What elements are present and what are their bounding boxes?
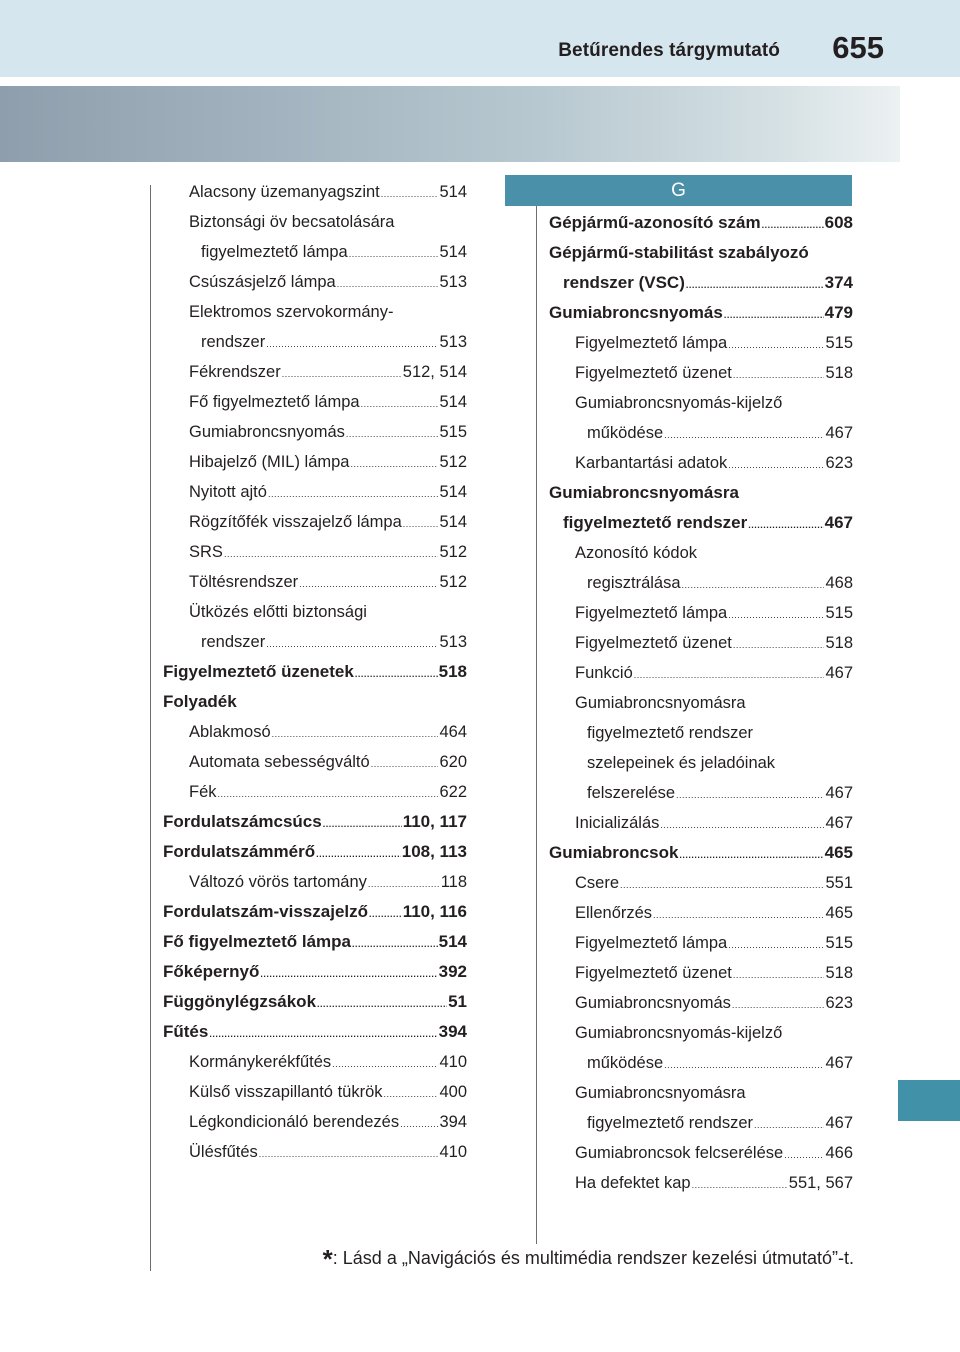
index-entry-term: Töltésrendszer: [189, 573, 299, 591]
index-entry-term: Figyelmeztető üzenet: [575, 634, 732, 652]
index-entry-page: 623: [825, 454, 853, 472]
index-entry-term: Figyelmeztető lámpa: [575, 334, 728, 352]
index-entry-page: 467: [824, 513, 853, 532]
index-entry: [549, 238, 853, 268]
index-entry: [549, 988, 853, 1018]
dot-leader: [732, 990, 825, 1020]
index-entry-term: Fő figyelmeztető lámpa: [163, 932, 351, 951]
index-entry-term: Gumiabroncsnyomás: [549, 303, 723, 322]
index-entry: [163, 207, 467, 237]
index-entry-page: 551, 567: [788, 1174, 853, 1192]
index-entry-page: 513: [439, 273, 467, 291]
index-column-left: [163, 177, 467, 1167]
dot-leader: [332, 1049, 438, 1079]
index-entry-page: 622: [439, 783, 467, 801]
index-entry-term: figyelmeztető lámpa: [201, 243, 348, 261]
index-entry-page: 467: [825, 664, 853, 682]
dot-leader: [754, 1110, 824, 1140]
index-entry: [163, 357, 467, 387]
index-entry: [549, 628, 853, 658]
index-entry-page: 466: [825, 1144, 853, 1162]
index-entry-page: 410: [439, 1053, 467, 1071]
index-entry-page: 467: [825, 1114, 853, 1132]
index-entry-term: szelepeinek és jeladóinak: [587, 754, 776, 772]
dot-leader: [346, 419, 439, 449]
index-entry-page: 515: [825, 604, 853, 622]
dot-leader: [733, 960, 825, 990]
dot-leader: [369, 899, 402, 929]
index-entry: [163, 657, 467, 687]
index-entry-term: Változó vörös tartomány: [189, 873, 367, 891]
dot-leader: [361, 389, 439, 419]
dot-leader: [259, 1139, 439, 1169]
index-entry: [549, 358, 853, 388]
dot-leader: [686, 270, 824, 300]
index-entry-page: 518: [825, 634, 853, 652]
index-entry-term: figyelmeztető rendszer: [587, 1114, 753, 1132]
footnote: [323, 1244, 854, 1275]
index-entry-page: 512: [439, 543, 467, 561]
dot-leader: [728, 330, 824, 360]
dot-leader: [272, 719, 439, 749]
index-entry-term: Figyelmeztető üzenet: [575, 964, 732, 982]
index-entry-page: 400: [439, 1083, 467, 1101]
dot-leader: [403, 509, 439, 539]
dot-leader: [733, 630, 825, 660]
index-entry-page: 392: [438, 962, 467, 981]
index-entry-term: Fékrendszer: [189, 363, 281, 381]
index-entry-term: Gumiabroncsnyomásra: [575, 694, 746, 712]
dot-leader: [660, 810, 824, 840]
index-entry: [163, 897, 467, 927]
index-entry-page: 512: [439, 573, 467, 591]
index-entry-page: 620: [439, 753, 467, 771]
dot-leader: [350, 449, 438, 479]
dot-leader: [224, 539, 439, 569]
index-entry: [163, 237, 467, 267]
index-entry-term: Csere: [575, 874, 620, 892]
dot-leader: [266, 329, 438, 359]
index-entry-page: 515: [825, 334, 853, 352]
index-entry-term: Elektromos szervokormány-: [189, 303, 394, 321]
index-entry-page: 464: [439, 723, 467, 741]
index-entry: [163, 177, 467, 207]
dot-leader: [682, 570, 825, 600]
index-entry: [549, 868, 853, 898]
index-entry-term: Gumiabroncsnyomásra: [575, 1084, 746, 1102]
index-entry-page: 514: [439, 183, 467, 201]
dot-leader: [664, 1050, 824, 1080]
top-header-bar: [0, 0, 960, 77]
index-entry: [163, 987, 467, 1017]
index-entry-term: Függönylégzsákok: [163, 992, 317, 1011]
decorative-gradient-band: [0, 86, 900, 162]
index-entry: [549, 718, 853, 748]
dot-leader: [299, 569, 438, 599]
dot-leader: [349, 239, 439, 269]
index-column-right: [549, 208, 853, 1198]
index-entry-term: Fordulatszámcsúcs: [163, 812, 322, 831]
index-entry: [163, 567, 467, 597]
index-entry: [549, 838, 853, 868]
dot-leader: [728, 600, 824, 630]
index-entry: [549, 898, 853, 928]
index-entry-term: felszerelése: [587, 784, 676, 802]
dot-leader: [316, 839, 401, 869]
index-entry: [549, 1138, 853, 1168]
dot-leader: [728, 450, 824, 480]
dot-leader: [733, 360, 825, 390]
page-number: 655: [832, 30, 884, 65]
index-entry-term: figyelmeztető rendszer: [563, 513, 748, 532]
index-entry-term: Alacsony üzemanyagszint: [189, 183, 380, 201]
dot-leader: [664, 420, 824, 450]
index-entry-term: Biztonsági öv becsatolására: [189, 213, 395, 231]
footnote-marker: *: [322, 1244, 333, 1274]
index-entry: [549, 388, 853, 418]
index-entry-term: Főképernyő: [163, 962, 260, 981]
index-entry-term: Fordulatszám-visszajelző: [163, 902, 369, 921]
index-entry-term: SRS: [189, 543, 223, 561]
index-entry: [163, 447, 467, 477]
dot-leader: [653, 900, 824, 930]
dot-leader: [676, 780, 824, 810]
dot-leader: [268, 479, 439, 509]
index-entry-page: 110, 117: [402, 812, 467, 831]
index-entry-term: Gépjármű-stabilitást szabályozó: [549, 243, 809, 262]
left-margin-rule: [150, 185, 151, 1271]
index-entry-page: 623: [825, 994, 853, 1012]
dot-leader: [218, 779, 439, 809]
running-title: Betűrendes tárgymutató: [558, 40, 780, 61]
index-entry-term: Gumiabroncsnyomásra: [549, 483, 739, 502]
index-entry-term: Rögzítőfék visszajelző lámpa: [189, 513, 402, 531]
index-entry-page: 514: [439, 483, 467, 501]
index-entry: [163, 837, 467, 867]
index-entry-term: rendszer: [201, 633, 266, 651]
dot-leader: [679, 840, 823, 870]
dot-leader: [337, 269, 439, 299]
index-entry-term: regisztrálása: [587, 574, 681, 592]
index-entry-page: 515: [825, 934, 853, 952]
index-entry: [549, 268, 853, 298]
dot-leader: [323, 809, 402, 839]
index-entry: [549, 598, 853, 628]
dot-leader: [728, 930, 824, 960]
index-entry: [163, 687, 467, 717]
index-entry: [549, 658, 853, 688]
dot-leader: [381, 179, 439, 209]
dot-leader: [266, 629, 438, 659]
index-entry-term: Ülésfűtés: [189, 1143, 258, 1161]
index-entry: [163, 867, 467, 897]
index-entry-term: Ellenőrzés: [575, 904, 653, 922]
index-entry: [549, 1168, 853, 1198]
index-entry-page: 467: [825, 814, 853, 832]
index-entry-page: 514: [439, 393, 467, 411]
index-entry: [163, 297, 467, 327]
index-entry-term: Figyelmeztető lámpa: [575, 604, 728, 622]
index-entry-term: Gumiabroncsnyomás-kijelző: [575, 394, 783, 412]
dot-leader: [634, 660, 825, 690]
index-entry-page: 374: [824, 273, 853, 292]
index-entry-page: 51: [448, 992, 467, 1011]
index-entry-page: 465: [825, 904, 853, 922]
dot-leader: [352, 929, 438, 959]
index-entry: [163, 747, 467, 777]
index-entry: [549, 568, 853, 598]
index-entry-term: Folyadék: [163, 692, 237, 711]
index-entry-page: 608: [824, 213, 853, 232]
index-entry-term: Gumiabroncsok felcserélése: [575, 1144, 784, 1162]
dot-leader: [692, 1170, 788, 1200]
dot-leader: [282, 359, 402, 389]
index-entry: [163, 957, 467, 987]
index-entry: [549, 508, 853, 538]
index-entry-page: 108, 113: [401, 842, 467, 861]
index-entry: [163, 387, 467, 417]
index-entry-term: Gumiabroncsok: [549, 843, 679, 862]
index-entry-page: 479: [824, 303, 853, 322]
index-entry-term: Külső visszapillantó tükrök: [189, 1083, 383, 1101]
index-entry: [549, 778, 853, 808]
index-entry-term: Figyelmeztető üzenetek: [163, 662, 354, 681]
index-entry-page: 514: [439, 243, 467, 261]
index-entry-page: 513: [439, 633, 467, 651]
index-entry: [163, 1017, 467, 1047]
index-entry-page: 110, 116: [402, 902, 467, 921]
index-entry: [163, 717, 467, 747]
index-entry-page: 551: [825, 874, 853, 892]
index-entry-page: 512, 514: [402, 363, 467, 381]
index-entry: [163, 417, 467, 447]
index-entry: [163, 1047, 467, 1077]
dot-leader: [784, 1140, 824, 1170]
dot-leader: [400, 1109, 438, 1139]
index-entry: [549, 298, 853, 328]
index-entry: [549, 928, 853, 958]
index-entry-term: Kormánykerékfűtés: [189, 1053, 332, 1071]
index-entry-page: 518: [825, 364, 853, 382]
index-entry-page: 513: [439, 333, 467, 351]
index-entry-term: Fő figyelmeztető lámpa: [189, 393, 360, 411]
index-entry-term: működése: [587, 1054, 664, 1072]
dot-leader: [209, 1019, 437, 1049]
dot-leader: [260, 959, 437, 989]
dot-leader: [748, 510, 823, 540]
index-entry-page: 467: [825, 424, 853, 442]
index-entry: [549, 1018, 853, 1048]
index-entry: [549, 418, 853, 448]
index-entry: [549, 958, 853, 988]
index-entry: [163, 537, 467, 567]
index-entry-term: Ablakmosó: [189, 723, 271, 741]
section-side-tab: [898, 1080, 960, 1121]
index-entry-term: Fűtés: [163, 1022, 209, 1041]
index-entry-page: 518: [825, 964, 853, 982]
index-entry-term: Gumiabroncsnyomás-kijelző: [575, 1024, 783, 1042]
index-entry-term: Figyelmeztető üzenet: [575, 364, 732, 382]
letter-heading-g: G: [505, 175, 852, 206]
index-entry-term: Figyelmeztető lámpa: [575, 934, 728, 952]
index-entry: [549, 808, 853, 838]
index-entry-term: Gumiabroncsnyomás: [575, 994, 731, 1012]
dot-leader: [371, 749, 439, 779]
index-entry-page: 394: [438, 1022, 467, 1041]
index-entry: [163, 807, 467, 837]
index-entry: [163, 1077, 467, 1107]
index-entry-term: Ütközés előtti biztonsági: [189, 603, 367, 621]
index-entry-term: Fék: [189, 783, 217, 801]
index-entry-page: 512: [439, 453, 467, 471]
index-entry-term: rendszer (VSC): [563, 273, 685, 292]
index-entry: [163, 267, 467, 297]
index-entry-page: 468: [825, 574, 853, 592]
index-entry-term: Nyitott ajtó: [189, 483, 267, 501]
index-entry-term: Automata sebességváltó: [189, 753, 370, 771]
index-entry-page: 410: [439, 1143, 467, 1161]
index-entry: [549, 1108, 853, 1138]
index-entry: [549, 688, 853, 718]
index-entry-page: 118: [440, 873, 467, 891]
index-entry-term: működése: [587, 424, 664, 442]
index-entry: [163, 1107, 467, 1137]
index-entry-term: Fordulatszámmérő: [163, 842, 316, 861]
dot-leader: [762, 210, 824, 240]
index-entry-term: Azonosító kódok: [575, 544, 697, 562]
index-entry: [163, 597, 467, 627]
index-entry-page: 514: [438, 932, 467, 951]
index-entry: [163, 777, 467, 807]
index-entry-term: figyelmeztető rendszer: [587, 724, 753, 742]
index-entry: [549, 448, 853, 478]
dot-leader: [368, 869, 440, 899]
dot-leader: [724, 300, 824, 330]
index-entry-term: Légkondicionáló berendezés: [189, 1113, 400, 1131]
index-entry: [549, 478, 853, 508]
index-entry-page: 465: [824, 843, 853, 862]
index-entry: [549, 748, 853, 778]
index-entry-term: Funkció: [575, 664, 633, 682]
index-entry: [549, 1048, 853, 1078]
dot-leader: [355, 659, 438, 689]
index-entry: [549, 328, 853, 358]
index-entry-page: 514: [439, 513, 467, 531]
index-entry-page: 467: [825, 784, 853, 802]
index-entry: [549, 538, 853, 568]
index-entry-page: 467: [825, 1054, 853, 1072]
index-entry-term: Csúszásjelző lámpa: [189, 273, 336, 291]
index-entry-term: Ha defektet kap: [575, 1174, 691, 1192]
index-entry: [163, 507, 467, 537]
footnote-text: : Lásd a „Navigációs és multimédia rendszer kezelési útmutató”-t.: [332, 1248, 854, 1268]
index-entry-term: rendszer: [201, 333, 266, 351]
index-entry: [163, 927, 467, 957]
index-entry-page: 515: [439, 423, 467, 441]
index-entry: [549, 208, 853, 238]
index-entry: [163, 477, 467, 507]
index-entry-term: Hibajelző (MIL) lámpa: [189, 453, 350, 471]
column-divider-rule: [536, 178, 537, 1244]
index-entry: [163, 327, 467, 357]
dot-leader: [384, 1079, 439, 1109]
index-entry: [163, 1137, 467, 1167]
index-entry-term: Gépjármű-azonosító szám: [549, 213, 761, 232]
index-entry: [163, 627, 467, 657]
index-entry-term: Inicializálás: [575, 814, 660, 832]
index-entry-page: 518: [438, 662, 467, 681]
index-entry: [549, 1078, 853, 1108]
index-entry-term: Karbantartási adatok: [575, 454, 728, 472]
dot-leader: [620, 870, 824, 900]
dot-leader: [317, 989, 447, 1019]
index-entry-term: Gumiabroncsnyomás: [189, 423, 345, 441]
index-entry-page: 394: [439, 1113, 467, 1131]
